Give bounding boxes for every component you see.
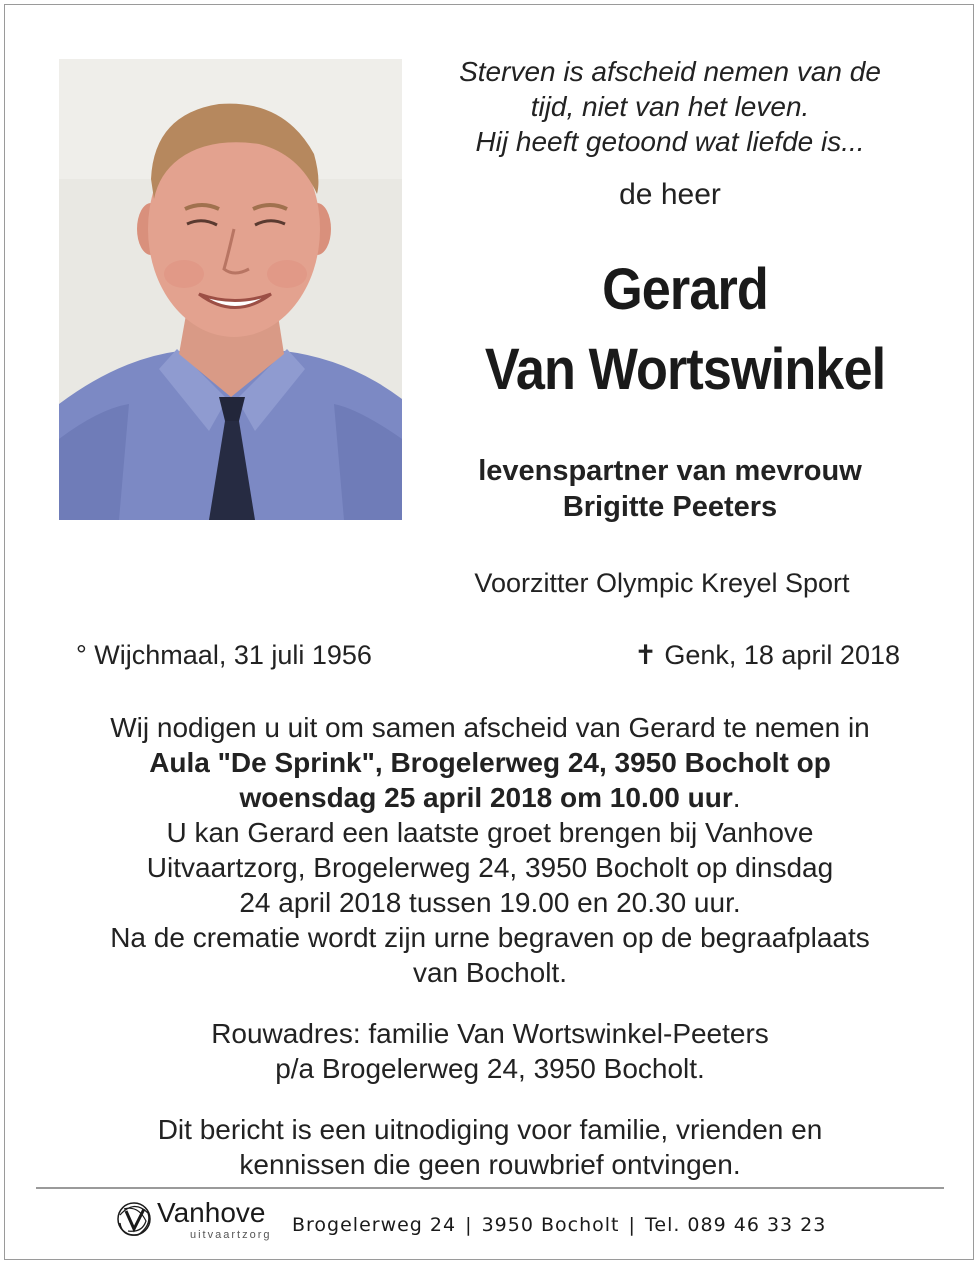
birth-info: ° Wijchmaal, 31 juli 1956 xyxy=(76,640,372,670)
vanhove-logo-icon xyxy=(112,1195,160,1243)
portrait-photo xyxy=(59,59,402,520)
partner-line-2: Brigitte Peeters xyxy=(562,491,778,523)
memorial-quote xyxy=(410,54,930,159)
salutation: de heer xyxy=(619,178,721,211)
footer-separator: | xyxy=(628,1214,636,1236)
role-title: Voorzitter Olympic Kreyel Sport xyxy=(474,568,850,598)
footer-divider xyxy=(36,1187,944,1189)
notice-line-1: Dit bericht is een uitnodiging voor familie, vrienden en xyxy=(157,1114,823,1145)
ceremony-datetime: woensdag 25 april 2018 om 10.00 uur xyxy=(239,782,733,813)
quote-line-2: tijd, niet van het leven. xyxy=(530,91,810,122)
partner-line-1: levenspartner van mevrouw xyxy=(478,455,862,487)
ceremony-location: Aula "De Sprink", Brogelerweg 24, 3950 Bocholt op xyxy=(149,747,831,778)
visit-line-3: 24 april 2018 tussen 19.00 en 20.30 uur. xyxy=(239,887,741,918)
footer-separator: | xyxy=(465,1214,473,1236)
vanhove-logo xyxy=(112,1195,282,1245)
notice-line-2: kennissen die geen rouwbrief ontvingen. xyxy=(239,1149,741,1180)
burial-line-1: Na de crematie wordt zijn urne begraven op de begraafplaats xyxy=(110,922,870,953)
ceremony-intro: Wij nodigen u uit om samen afscheid van Gerard te nemen in xyxy=(110,712,870,743)
deceased-first-name: Gerard xyxy=(602,257,768,322)
visit-line-1: U kan Gerard een laatste groet brengen bij Vanhove xyxy=(166,817,814,848)
mourning-address xyxy=(40,1016,940,1086)
mourning-address-line-1: Rouwadres: familie Van Wortswinkel-Peeters xyxy=(211,1018,769,1049)
logo-name: Vanhove xyxy=(157,1197,266,1228)
deceased-last-name: Van Wortswinkel xyxy=(484,337,886,402)
ceremony-paragraph xyxy=(40,710,940,990)
mourning-address-line-2: p/a Brogelerweg 24, 3950 Bocholt. xyxy=(275,1053,705,1084)
burial-line-2: van Bocholt. xyxy=(412,957,568,988)
footer-phone: Tel. 089 46 33 23 xyxy=(645,1214,827,1236)
logo-subtitle: uitvaartzorg xyxy=(190,1229,272,1241)
quote-line-1: Sterven is afscheid nemen van de xyxy=(459,56,881,87)
death-info: ✝ Genk, 18 april 2018 xyxy=(634,640,900,670)
footer-city: 3950 Bocholt xyxy=(481,1214,620,1236)
visit-line-2: Uitvaartzorg, Brogelerweg 24, 3950 Bocholt op dinsdag xyxy=(146,852,834,883)
partner-info xyxy=(410,453,930,525)
invitation-notice xyxy=(40,1112,940,1182)
footer-address xyxy=(292,1214,826,1236)
ceremony-datetime-suffix: . xyxy=(732,782,741,813)
footer-street: Brogelerweg 24 xyxy=(292,1214,457,1236)
quote-line-3: Hij heeft getoond wat liefde is... xyxy=(475,126,865,157)
